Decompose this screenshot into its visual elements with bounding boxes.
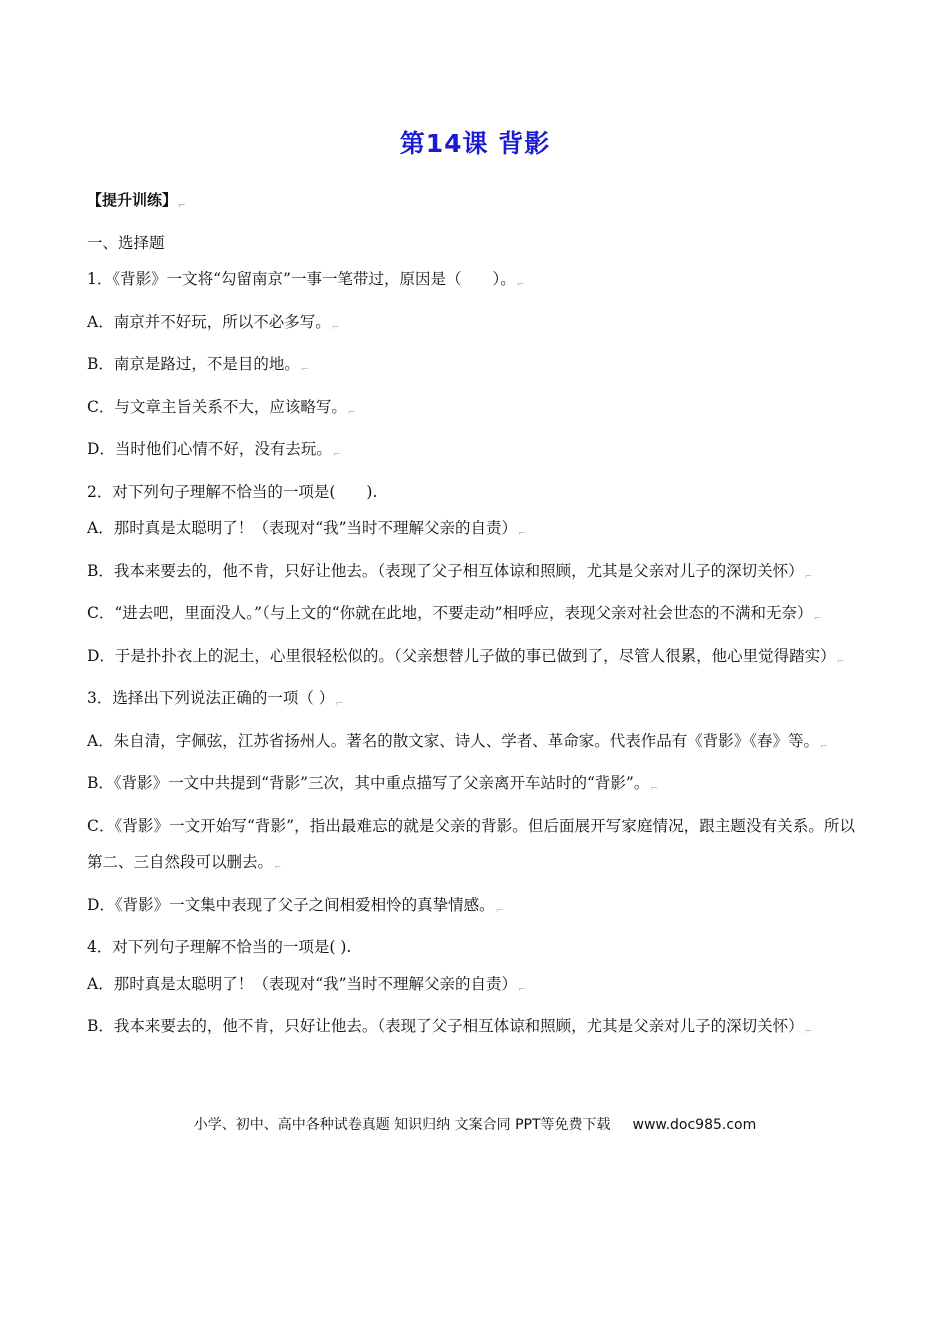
option-2a: A．那时真是太聪明了！（表现对“我”当时不理解父亲的自责）⌐ xyxy=(87,519,526,539)
option-1a-text: A．南京并不好玩，所以不必多写。 xyxy=(87,312,331,331)
option-1b-text: B．南京是路过，不是目的地。 xyxy=(87,355,300,373)
option-1b: B．南京是路过，不是目的地。⌐ xyxy=(87,355,309,375)
option-1c: C．与文章主旨关系不大，应该略写。⌐ xyxy=(87,397,356,418)
option-1d-text: D．当时他们心情不好，没有去玩。 xyxy=(87,440,332,458)
exercise-content xyxy=(87,182,855,1051)
section-heading: 【提升训练】$_⌐$ xyxy=(87,191,186,211)
option-3a-text: A．朱自清，字佩弦，江苏省扬州人。著名的散文家、诗人、学者、革命家。代表作品有《背影》《春》等。 xyxy=(87,731,819,750)
option-3b-text: B．《背影》一文中共提到“背影”三次，其中重点描写了父亲离开车站时的“背影”。 xyxy=(87,774,650,792)
option-2a-text: A．那时真是太聪明了！（表现对“我”当时不理解父亲的自责） xyxy=(87,519,518,537)
question-3: 3．选择出下列说法正确的一项（ ）⌐ xyxy=(87,689,343,709)
question-4 xyxy=(87,929,855,966)
page-footer xyxy=(0,1114,950,1134)
footer-text: 小学、初中、高中各种试卷真题 知识归纳 文案合同 PPT等免费下载 xyxy=(193,1117,611,1133)
option-4b-text: B．我本来要去的，他不肯，只好让他去。（表现了父子相互体谅和照顾，尤其是父亲对儿子的深切关怀） xyxy=(87,1017,804,1035)
option-2c-text: C．“进去吧，里面没人。”（与上文的“你就在此地，不要走动”相呼应，表现父亲对社会世态的不满和无奈） xyxy=(87,604,813,622)
option-2c: C．“进去吧，里面没人。”（与上文的“你就在此地，不要走动”相呼应，表现父亲对社会世态的不满和无奈）⌐ xyxy=(87,604,822,624)
option-1d: D．当时他们心情不好，没有去玩。⌐ xyxy=(87,440,341,460)
question-2 xyxy=(87,474,855,511)
option-3d: D．《背影》一文集中表现了父子之间相爱相怜的真挚情感。⌐ xyxy=(87,895,504,916)
part-heading xyxy=(87,225,855,262)
option-2b-text: B．我本来要去的，他不肯，只好让他去。（表现了父子相互体谅和照顾，尤其是父亲对儿子的深切关怀） xyxy=(87,561,804,580)
option-4a: A．那时真是太聪明了！（表现对“我”当时不理解父亲的自责）⌐ xyxy=(87,974,526,995)
option-3c: C．《背影》一文开始写“背影”，指出最难忘的就是父亲的背影。但后面展开写家庭情况，跟主题没有关系。所以第二、三自然段可以删去。⌐ xyxy=(87,816,855,873)
lesson-title xyxy=(0,124,950,160)
option-3a: A．朱自清，字佩弦，江苏省扬州人。著名的散文家、诗人、学者、革命家。代表作品有《背影》《春》等。⌐ xyxy=(87,731,828,752)
option-2d-text: D．于是扑扑衣上的泥土，心里很轻松似的。（父亲想替儿子做的事已做到了，尽管人很累，他心里觉得踏实） xyxy=(87,646,836,665)
option-3d-text: D．《背影》一文集中表现了父子之间相爱相怜的真挚情感。 xyxy=(87,895,495,914)
section-heading-text: 【提升训练】 xyxy=(87,191,178,209)
question-3-text: 3．选择出下列说法正确的一项（ ） xyxy=(87,689,335,707)
part-heading-text: 一、选择题 xyxy=(87,233,165,252)
option-2d: D．于是扑扑衣上的泥土，心里很轻松似的。（父亲想替儿子做的事已做到了，尽管人很累，他心里觉得踏实）⌐ xyxy=(87,646,845,667)
footer-url[interactable]: www.doc985.com xyxy=(632,1117,757,1133)
option-1a: A．南京并不好玩，所以不必多写。⌐ xyxy=(87,312,340,333)
question-1: 1．《背影》一文将“勾留南京”一事一笔带过，原因是（ ）。⌐ xyxy=(87,270,525,290)
option-2b: B．我本来要去的，他不肯，只好让他去。（表现了父子相互体谅和照顾，尤其是父亲对儿子的深切关怀）⌐ xyxy=(87,561,813,582)
question-1-text: 1．《背影》一文将“勾留南京”一事一笔带过，原因是（ ）。 xyxy=(87,270,516,288)
option-1c-text: C．与文章主旨关系不大，应该略写。 xyxy=(87,397,347,416)
option-3b: B．《背影》一文中共提到“背影”三次，其中重点描写了父亲离开车站时的“背影”。⌐ xyxy=(87,774,658,794)
question-2-text: 2．对下列句子理解不恰当的一项是( ). xyxy=(87,482,378,501)
option-4b: B．我本来要去的，他不肯，只好让他去。（表现了父子相互体谅和照顾，尤其是父亲对儿子的深切关怀）⌐ xyxy=(87,1017,813,1037)
option-3c-text: C．《背影》一文开始写“背影”，指出最难忘的就是父亲的背影。但后面展开写家庭情况，跟主题没有关系。所以第二、三自然段可以删去。 xyxy=(87,816,855,871)
option-4a-text: A．那时真是太聪明了！（表现对“我”当时不理解父亲的自责） xyxy=(87,974,518,993)
question-4-text: 4．对下列句子理解不恰当的一项是( ). xyxy=(87,938,352,956)
lesson-title-text: 第14课 背影 xyxy=(399,129,551,158)
